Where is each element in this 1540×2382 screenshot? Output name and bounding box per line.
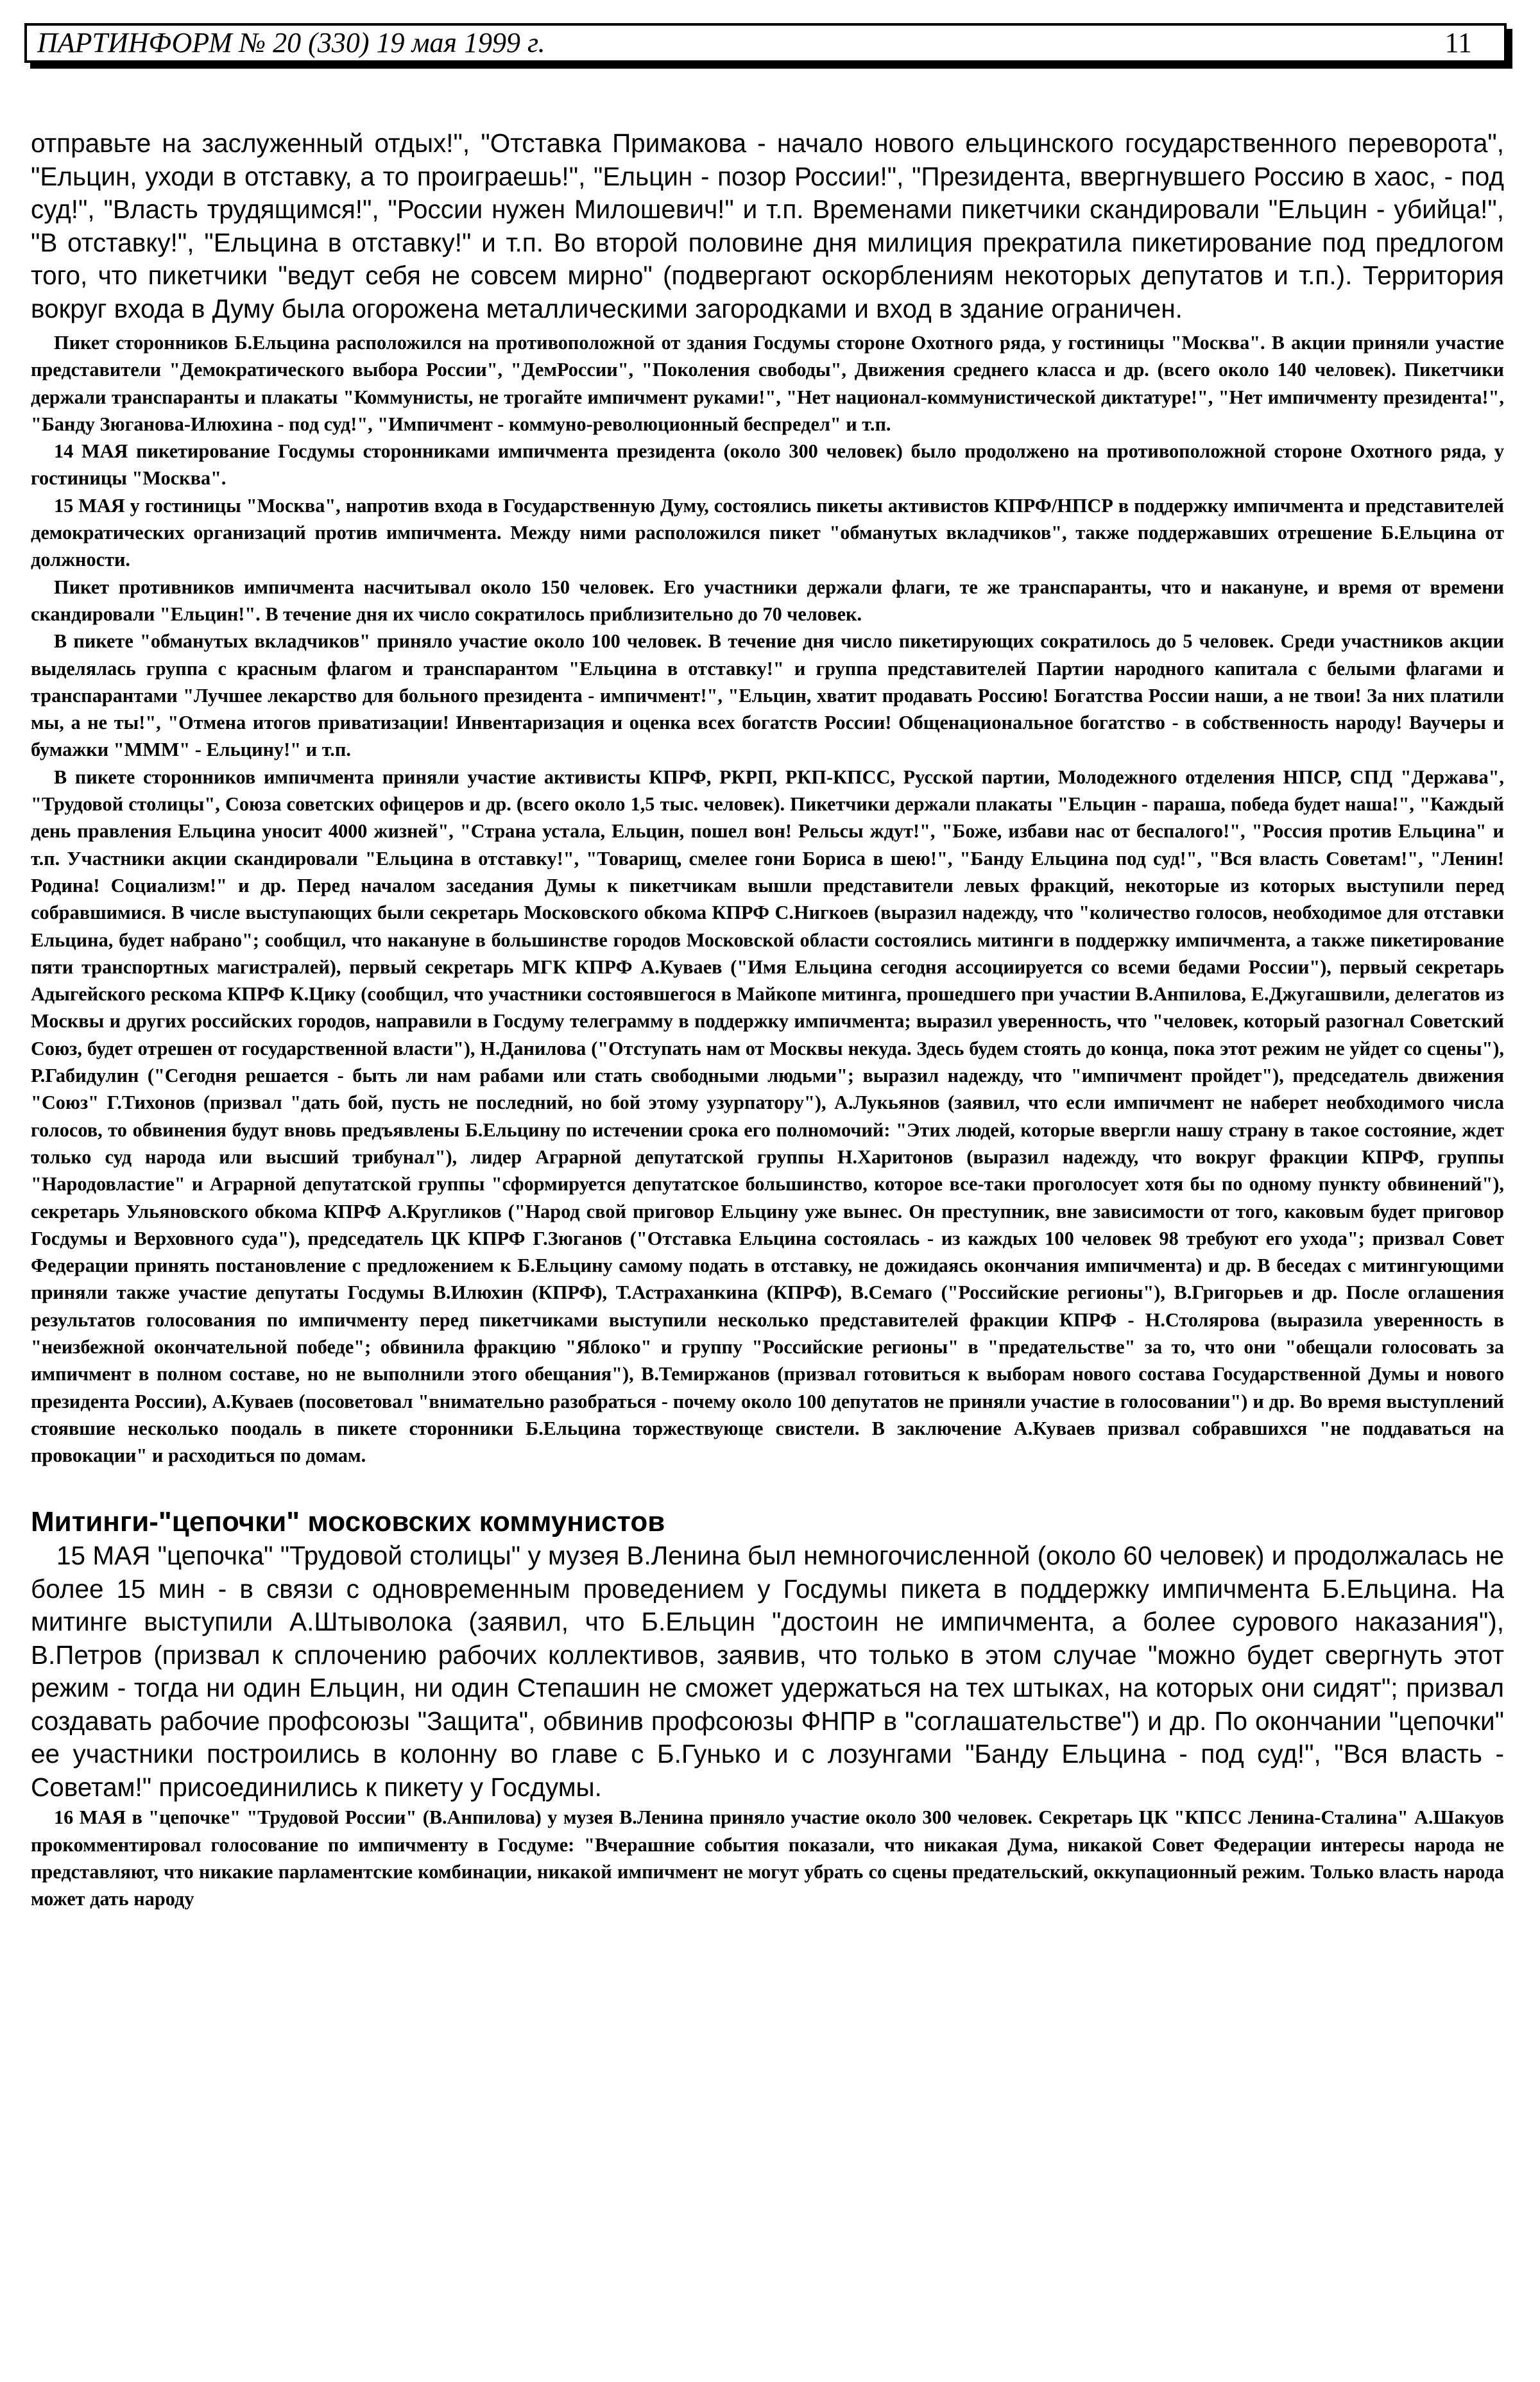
article-body bbox=[31, 127, 1504, 1913]
section-heading: Митинги-"цепочки" московских коммунистов bbox=[31, 1506, 665, 1538]
header-title: ПАРТИНФОРМ № 20 (330) 19 мая 1999 г. bbox=[37, 27, 545, 58]
paragraph-may-15: 15 МАЯ у гостиницы "Москва", напротив входа в Государственную Думу, состоялись пикеты активистов КПРФ/НПСР в поддержку импичмента и представителей демократических организаций против импичмента. Между ними расположился пикет "обманутых вкладчиков", также поддержавших отрешение Б.Ельцина от должности. bbox=[31, 494, 1504, 571]
page-header bbox=[24, 23, 1507, 63]
paragraph-may-14: 14 МАЯ пикетирование Госдумы сторонниками импичмента президента (около 300 человек) было продолжено на противоположной стороне Охотного ряда, у гостиницы "Москва". bbox=[31, 440, 1504, 490]
intro-paragraph: отправьте на заслуженный отдых!", "Отставка Примакова - начало нового ельцинского государственного переворота", "Ельцин, уходи в отставку, а то проиграешь!", "Ельцин - позор России!", "Президента, ввергнувшего Россию в хаос, - под суд!", "Власть трудящимся!", "России нужен Милошевич!" и т.п. Временами пикетчики скандировали "Ельцин - убийца!", "В отставку!", "Ельцина в отставку!" и т.п. Во второй половине дня милиция прекратила пикетирование под предлогом того, что пикетчики "ведут себя не совсем мирно" (подвергают оскорблениям некоторых депутатов и т.п.). Территория вокруг входа в Думу была огорожена металлическими загородками и вход в здание ограничен. bbox=[31, 128, 1504, 323]
paragraph-yeltsin-supporters-picket: Пикет сторонников Б.Ельцина расположился на противоположной от здания Госдумы стороне Охотного ряда, у гостиницы "Москва". В акции приняли участие представители "Демократического выбора России", "ДемРоссии", "Поколения свободы", Движения среднего класса и др. (всего около 140 человек). Пикетчики держали транспаранты и плакаты "Коммунисты, не трогайте импичмент руками!", "Нет национал-коммунистической диктатуре!", "Нет импичменту президента!", "Банду Зюганова-Илюхина - под суд!", "Импичмент - коммуно-революционный беспредел" и т.п. bbox=[31, 332, 1504, 435]
page-number: 11 bbox=[1444, 27, 1472, 58]
section-paragraph-may-16: 16 МАЯ в "цепочке" "Трудовой России" (В.Анпилова) у музея В.Ленина приняло участие около 300 человек. Секретарь ЦК "КПСС Ленина-Сталина" А.Шакуов прокомментировал голосование по импичменту в Госдуме: "Вчерашние события показали, что никакая Дума, никакой Совет Федерации интересы народа не представляют, что никакие парламентские комбинации, никакой импичмент не могут убрать со сцены предательский, оккупационный режим. Только власть народа может дать народу bbox=[31, 1806, 1504, 1910]
section-paragraph-may-15: 15 МАЯ "цепочка" "Трудовой столицы" у музея В.Ленина был немногочисленной (около 60 человек) и продолжалась не более 15 мин - в связи с одновременным проведением у Госдумы пикета в поддержку импичмента Б.Ельцина. На митинге выступили А.Штыволока (заявил, что Б.Ельцин "достоин не импичмента, а более сурового наказания"), В.Петров (призвал к сплочению рабочих коллективов, заявив, что только в этом случае "можно будет свергнуть этот режим - тогда ни один Ельцин, ни один Степашин не сможет удержаться на тех штыках, на которых они сидят"; призвал создавать рабочие профсоюзы "Защита", обвинив профсоюзы ФНПР в "соглашательстве") и др. По окончании "цепочки" ее участники построились в колонну во главе с Б.Гунько и с лозунгами "Банду Ельцина - под суд!", "Вся власть - Советам!" присоединились к пикету у Госдумы. bbox=[31, 1541, 1504, 1802]
paragraph-opponents-picket: Пикет противников импичмента насчитывал около 150 человек. Его участники держали флаги, те же транспаранты, что и накануне, и время от времени скандировали "Ельцин!". В течение дня их число сократилось приблизительно до 70 человек. bbox=[31, 576, 1504, 625]
paragraph-depositors-picket: В пикете "обманутых вкладчиков" приняло участие около 100 человек. В течение дня число пикетирующих сократилось до 5 человек. Среди участников акции выделялась группа с красным флагом и транспарантом "Ельцина в отставку!" и группа представителей Партии народного капитала с белыми флагами и транспарантами "Лучшее лекарство для больного президента - импичмент!", "Ельцин, хватит продавать Россию! Богатства России наши, а не твои! За них платили мы, а не ты!", "Отмена итогов приватизации! Инвентаризация и оценка всех богатств России! Общенациональное богатство - в собственность народу! Ваучеры и бумажки "МММ" - Ельцину!" и т.п. bbox=[31, 630, 1504, 761]
paragraph-impeachment-supporters: В пикете сторонников импичмента приняли участие активисты КПРФ, РКРП, РКП-КПСС, Русской партии, Молодежного отделения НПСР, СПД "Держава", "Трудовой столицы", Союза советских офицеров и др. (всего около 1,5 тыс. человек). Пикетчики держали плакаты "Ельцин - параша, победа будет наша!", "Каждый день правления Ельцина уносит 4000 жизней", "Страна устала, Ельцин, пошел вон! Рельсы ждут!", "Боже, избави нас от беспалого!", "Россия против Ельцина" и т.п. Участники акции скандировали "Ельцина в отставку!", "Товарищ, смелее гони Бориса в шею!", "Банду Ельцина под суд!", "Вся власть Советам!", "Ленин! Родина! Социализм!" и др. Перед началом заседания Думы к пикетчикам вышли представители левых фракций, некоторые из которых выступили перед собравшимися. В числе выступающих были секретарь Московского обкома КПРФ С.Нигкоев (выразил надежду, что "количество голосов, необходимое для отставки Ельцина, будет набрано"; сообщил, что накануне в большинстве городов Московской области состоялись митинги в поддержку импичмента, а также пикетирование пяти транспортных магистралей), первый секретарь МГК КПРФ А.Куваев ("Имя Ельцина сегодня ассоциируется со всеми бедами России"), первый секретарь Адыгейского рескома КПРФ К.Цику (сообщил, что участники состоявшегося в Майкопе митинга, прошедшего при участии В.Анпилова, Е.Джугашвили, делегатов из Москвы и других российских городов, направили в Госдуму телеграмму в поддержку импичмента; выразил уверенность, что "человек, который разогнал Советский Союз, будет отрешен от государственной власти"), Н.Данилова ("Отступать нам от Москвы некуда. Здесь будем стоять до конца, пока этот режим не уйдет со сцены"), Р.Габидулин ("Сегодня решается - быть ли нам рабами или стать свободными людьми"; выразил надежду, что "импичмент пройдет"), председатель движения "Союз" Г.Тихонов (призвал "дать бой, пусть не последний, но бой этому узурпатору"), А.Лукьянов (заявил, что если импичмент не наберет необходимого числа голосов, то обвинения будут вновь предъявлены Б.Ельцину по истечении срока его полномочий: "Этих людей, которые ввергли нашу страну в такое состояние, ждет только суд народа или высший трибунал"), лидер Аграрной депутатской группы Н.Харитонов (выразил надежду, что вокруг фракции КПРФ, группы "Народовластие" и Аграрной депутатской группы "сформируется депутатское большинство, которое все-таки проголосует хотя бы по одному пункту обвинений"), секретарь Ульяновского обкома КПРФ А.Кругликов ("Народ свой приговор Ельцину уже вынес. Он преступник, вне зависимости от того, каковым будет приговор Госдумы и Верховного суда"), председатель ЦК КПРФ Г.Зюганов ("Отставка Ельцина состоялась - из каждых 100 человек 98 требуют его ухода"; призвал Совет Федерации принять постановление с предложением к Б.Ельцину самому подать в отставку, не дожидаясь окончания импичмента) и др. В беседах с митингующими приняли также участие депутаты Госдумы В.Илюхин (КПРФ), Т.Астраханкина (КПРФ), В.Семаго ("Российские регионы"), В.Григорьев и др. После оглашения результатов голосования по импичменту перед пикетчиками выступили несколько представителей фракции КПРФ - Н.Столярова (выразила уверенность в "неизбежной окончательной победе"; обвинила фракцию "Яблоко" и группу "Российские регионы" в "предательстве" за то, что они "обещали голосовать за импичмент в полном составе, но не выполнили этого обещания"), В.Темиржанов (призвал готовиться к выборам нового состава Государственной Думы и нового президента России), А.Куваев (посоветовал "внимательно разобраться - почему около 100 депутатов не приняли участие в голосовании") и др. Во время выступлений стоявшие несколько поодаль в пикете сторонники Б.Ельцина торжествующе свистели. В заключение А.Куваев призвал собравшихся "не поддаваться на провокации" и расходиться по домам. bbox=[31, 766, 1504, 1467]
